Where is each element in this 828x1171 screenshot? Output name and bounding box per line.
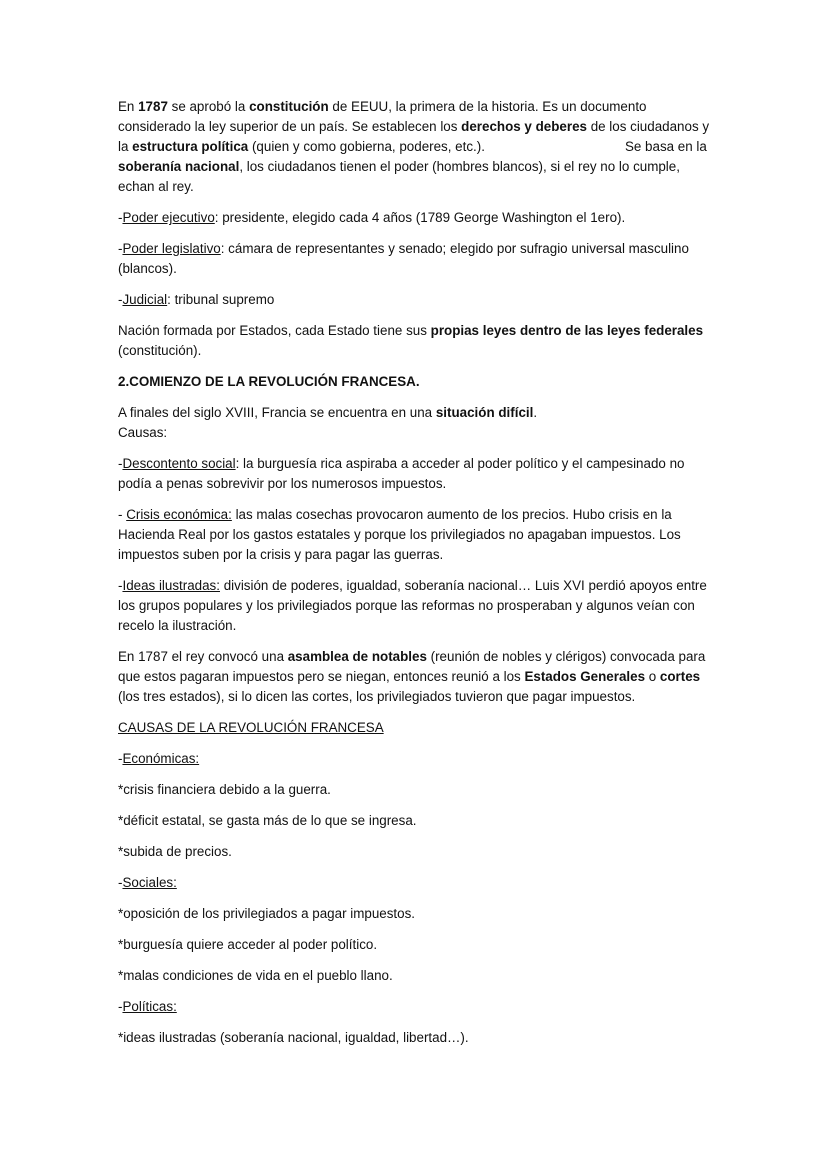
dash: - bbox=[118, 456, 123, 471]
underlined-label: Ideas ilustradas: bbox=[122, 578, 220, 593]
list-item bbox=[118, 811, 718, 831]
document-page bbox=[118, 97, 718, 1059]
list-item bbox=[118, 780, 718, 800]
dash: - bbox=[118, 751, 123, 766]
bold-term: propias leyes dentro de las leyes federales bbox=[430, 323, 704, 338]
list-item-text: *ideas ilustradas (soberanía nacional, igualdad, libertad…). bbox=[118, 1030, 469, 1045]
underlined-label: Económicas: bbox=[122, 751, 200, 766]
list-item-text: *malas condiciones de vida en el pueblo llano. bbox=[118, 968, 393, 983]
dash: - bbox=[118, 292, 123, 307]
text-run: (constitución). bbox=[118, 343, 202, 358]
bold-term: derechos y deberes bbox=[461, 119, 587, 134]
dash: - bbox=[118, 210, 123, 225]
underlined-label: Poder legislativo bbox=[122, 241, 221, 256]
paragraph-ideas bbox=[118, 576, 718, 636]
paragraph-1787 bbox=[118, 647, 718, 707]
text-run: A finales del siglo XVIII, Francia se encuentra en una bbox=[118, 405, 436, 420]
underlined-label: Descontento social bbox=[122, 456, 236, 471]
text-run: En 1787 el rey convocó una bbox=[118, 649, 288, 664]
bold-term: soberanía nacional bbox=[118, 159, 240, 174]
list-item-text: *oposición de los privilegiados a pagar impuestos. bbox=[118, 906, 416, 921]
bold-term: Estados Generales bbox=[524, 669, 646, 684]
dash: - bbox=[118, 578, 123, 593]
paragraph-constitucion bbox=[118, 97, 718, 197]
text-run: o bbox=[645, 669, 660, 684]
text-run: de los ciudadanos y la bbox=[118, 119, 710, 154]
text-run: , los ciudadanos tienen el poder (hombres blancos), si el rey no lo cumple, echan al rey. bbox=[118, 159, 680, 194]
text-run: : tribunal supremo bbox=[167, 292, 275, 307]
paragraph-nacion bbox=[118, 321, 718, 361]
underlined-label: Poder ejecutivo bbox=[122, 210, 215, 225]
dash: - bbox=[118, 999, 123, 1014]
underlined-title: CAUSAS DE LA REVOLUCIÓN FRANCESA bbox=[118, 720, 384, 735]
paragraph-poder-ejecutivo bbox=[118, 208, 718, 228]
text-run: se aprobó la bbox=[167, 99, 250, 114]
text-run: (reunión de nobles y clérigos) convocada para que estos pagaran impuestos pero se niegan, entonces reunió a los bbox=[118, 649, 706, 684]
list-item-text: *crisis financiera debido a la guerra. bbox=[118, 782, 331, 797]
dash: - bbox=[118, 507, 127, 522]
underlined-label: Sociales: bbox=[122, 875, 177, 890]
dash: - bbox=[118, 241, 123, 256]
text-run: de EEUU, la primera de la historia. Es un documento considerado la ley superior de un país. Se establecen los bbox=[118, 99, 647, 134]
dash: - bbox=[118, 875, 123, 890]
paragraph-crisis bbox=[118, 505, 718, 565]
list-item-text: *burguesía quiere acceder al poder político. bbox=[118, 937, 378, 952]
text-run: . bbox=[533, 405, 538, 420]
causas-title bbox=[118, 718, 718, 738]
underlined-label: Crisis económica: bbox=[126, 507, 232, 522]
text-run: En bbox=[118, 99, 139, 114]
bold-term: estructura política bbox=[132, 139, 249, 154]
text-run: Se basa en la bbox=[624, 139, 707, 154]
paragraph-judicial bbox=[118, 290, 718, 310]
underlined-label: Judicial bbox=[122, 292, 168, 307]
bold-term: situación difícil bbox=[435, 405, 534, 420]
underlined-label: Políticas: bbox=[122, 999, 177, 1014]
paragraph-descontento bbox=[118, 454, 718, 494]
bold-term: asamblea de notables bbox=[287, 649, 427, 664]
text-run: Nación formada por Estados, cada Estado tiene sus bbox=[118, 323, 431, 338]
heading-text: 2.COMIENZO DE LA REVOLUCIÓN FRANCESA. bbox=[118, 374, 420, 389]
text-run: (quien y como gobierna, poderes, etc.). bbox=[248, 139, 485, 154]
bold-year: 1787 bbox=[138, 99, 168, 114]
bold-term: cortes bbox=[659, 669, 701, 684]
list-item bbox=[118, 966, 718, 986]
category-economicas bbox=[118, 749, 718, 769]
text-run: Causas: bbox=[118, 425, 168, 440]
bold-term: constitución bbox=[249, 99, 329, 114]
section-heading bbox=[118, 372, 718, 392]
list-item bbox=[118, 842, 718, 862]
category-politicas bbox=[118, 997, 718, 1017]
category-sociales bbox=[118, 873, 718, 893]
text-run: : la burguesía rica aspiraba a acceder al poder político y el campesinado no podía a penas sobrevivir por los numerosos impuestos. bbox=[118, 456, 685, 491]
list-item bbox=[118, 935, 718, 955]
text-run: : cámara de representantes y senado; elegido por sufragio universal masculino (blancos). bbox=[118, 241, 689, 276]
text-run: (los tres estados), si lo dicen las cortes, los privilegiados tuvieron que pagar impuestos. bbox=[118, 689, 636, 704]
text-run: división de poderes, igualdad, soberanía nacional… Luis XVI perdió apoyos entre los grupos populares y los privilegiados porque las reformas no prosperaban y algunos veían con recelo la ilustración. bbox=[118, 578, 707, 633]
list-item-text: *déficit estatal, se gasta más de lo que se ingresa. bbox=[118, 813, 417, 828]
list-item bbox=[118, 1028, 718, 1048]
list-item bbox=[118, 904, 718, 924]
paragraph-finales bbox=[118, 403, 718, 443]
list-item-text: *subida de precios. bbox=[118, 844, 232, 859]
paragraph-poder-legislativo bbox=[118, 239, 718, 279]
text-run: las malas cosechas provocaron aumento de los precios. Hubo crisis en la Hacienda Real por los gastos estatales y porque los privilegiados no apagaban impuestos. Los impuestos suben por la crisis y para pagar las guerras. bbox=[118, 507, 681, 562]
text-run: : presidente, elegido cada 4 años (1789 George Washington el 1ero). bbox=[214, 210, 626, 225]
